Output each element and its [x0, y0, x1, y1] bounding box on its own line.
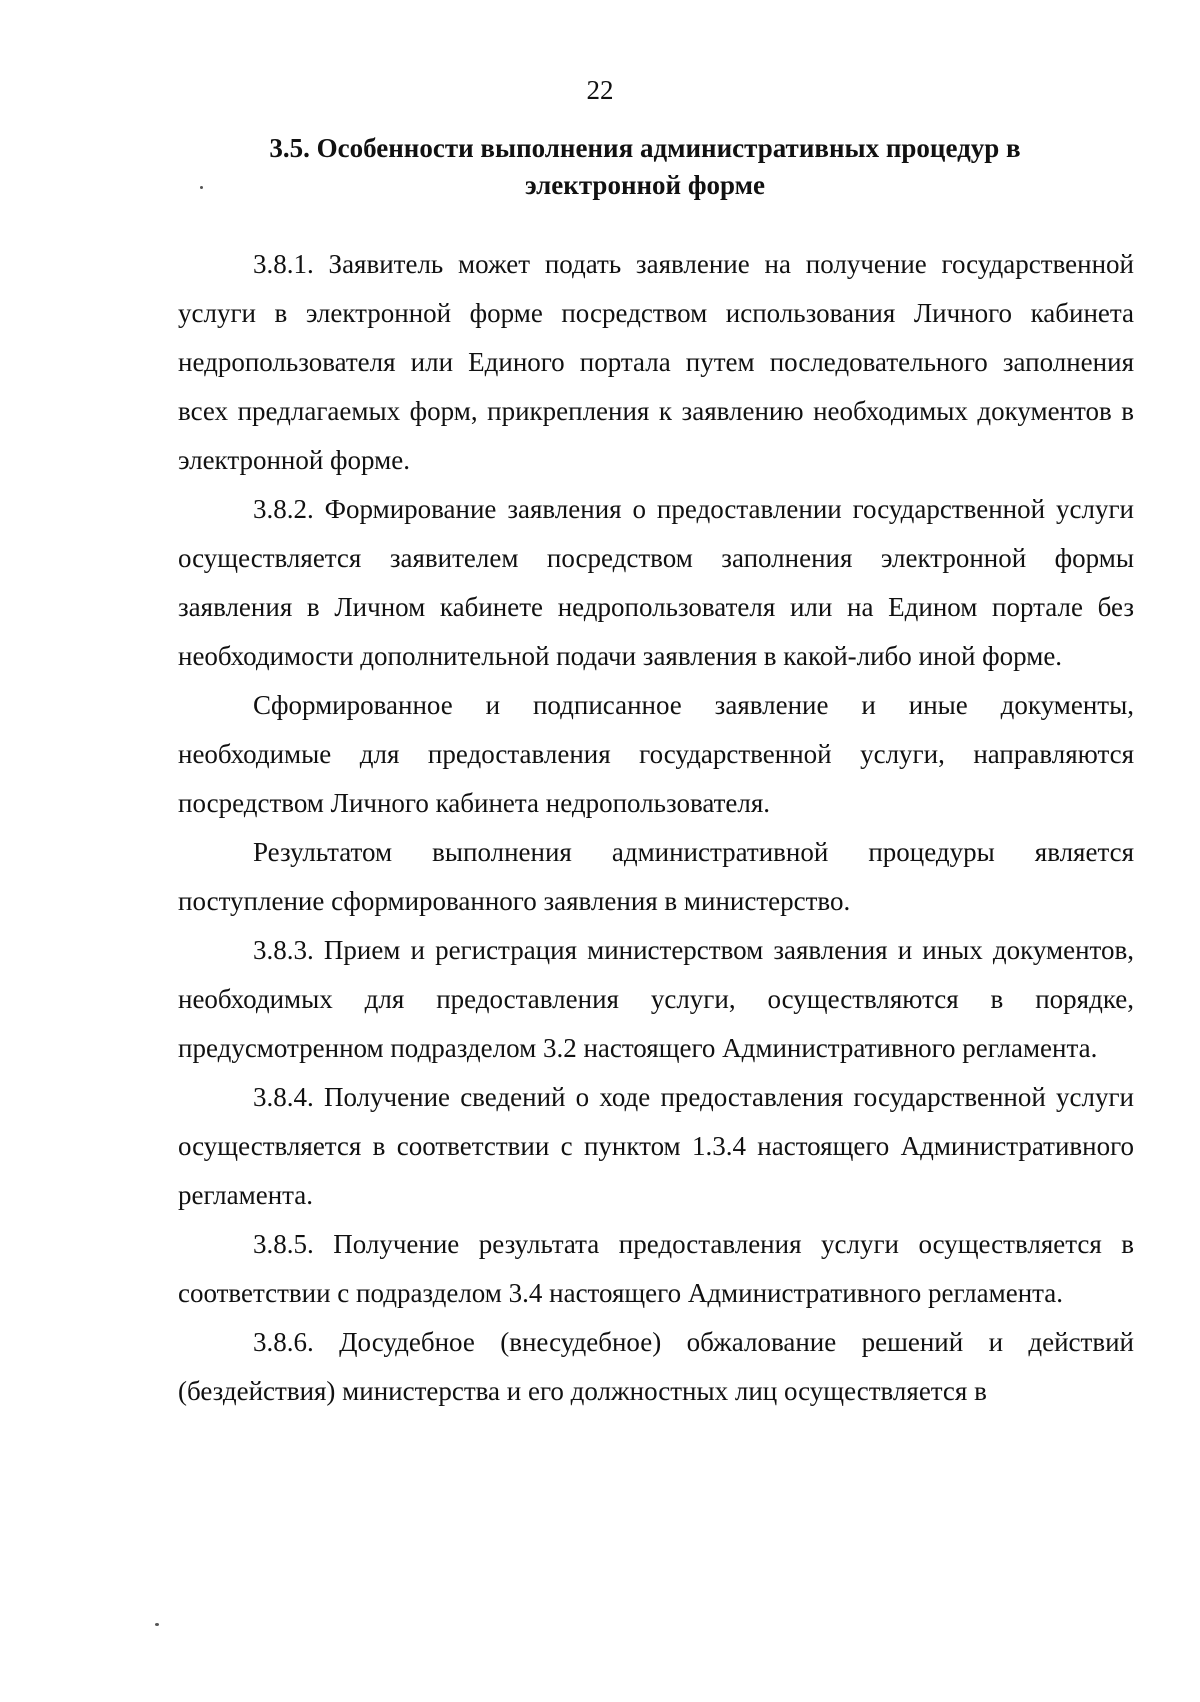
section-title: 3.5. Особенности выполнения административных процедур в электронной форме [269, 133, 1021, 200]
paragraph-3-8-1: 3.8.1. Заявитель может подать заявление на получение государственной услуги в электронной форме посредством использования Личного кабинета недропользователя или Единого портала путем последовательного заполнения всех предлагаемых форм, прикрепления к заявлению необходимых документов в электронной форме. [178, 249, 1134, 475]
paragraph-3-8-4: 3.8.4. Получение сведений о ходе предоставления государственной услуги осуществляется в соответствии с пунктом 1.3.4 настоящего Административного регламента. [178, 1082, 1134, 1210]
paragraph-3-8-2: 3.8.2. Формирование заявления о предоставлении государственной услуги осуществляется заявителем посредством заполнения электронной формы заявления в Личном кабинете недропользователя или на Едином портале без необходимости дополнительной подачи заявления в какой-либо иной форме. [178, 494, 1134, 671]
scan-speck-top [200, 186, 203, 189]
paragraph-3-8-3: 3.8.3. Прием и регистрация министерством заявления и иных документов, необходимых для предоставления услуги, осуществляются в порядке, предусмотренном подразделом 3.2 настоящего Административного регламента. [178, 935, 1134, 1063]
page-number: 22 [586, 75, 614, 105]
paragraph-procedure-result: Результатом выполнения административной процедуры является поступление сформированного заявления в министерство. [178, 837, 1134, 916]
document-body [178, 240, 1134, 1416]
paragraph-3-8-6: 3.8.6. Досудебное (внесудебное) обжалование решений и действий (бездействия) министерства и его должностных лиц осуществляется в [178, 1327, 1134, 1406]
paragraph-3-8-5: 3.8.5. Получение результата предоставления услуги осуществляется в соответствии с подразделом 3.4 настоящего Административного регламента. [178, 1229, 1134, 1308]
scan-speck-bottom [155, 1623, 159, 1626]
paragraph-signed-application: Сформированное и подписанное заявление и иные документы, необходимые для предоставления государственной услуги, направляются посредством Личного кабинета недропользователя. [178, 690, 1134, 818]
